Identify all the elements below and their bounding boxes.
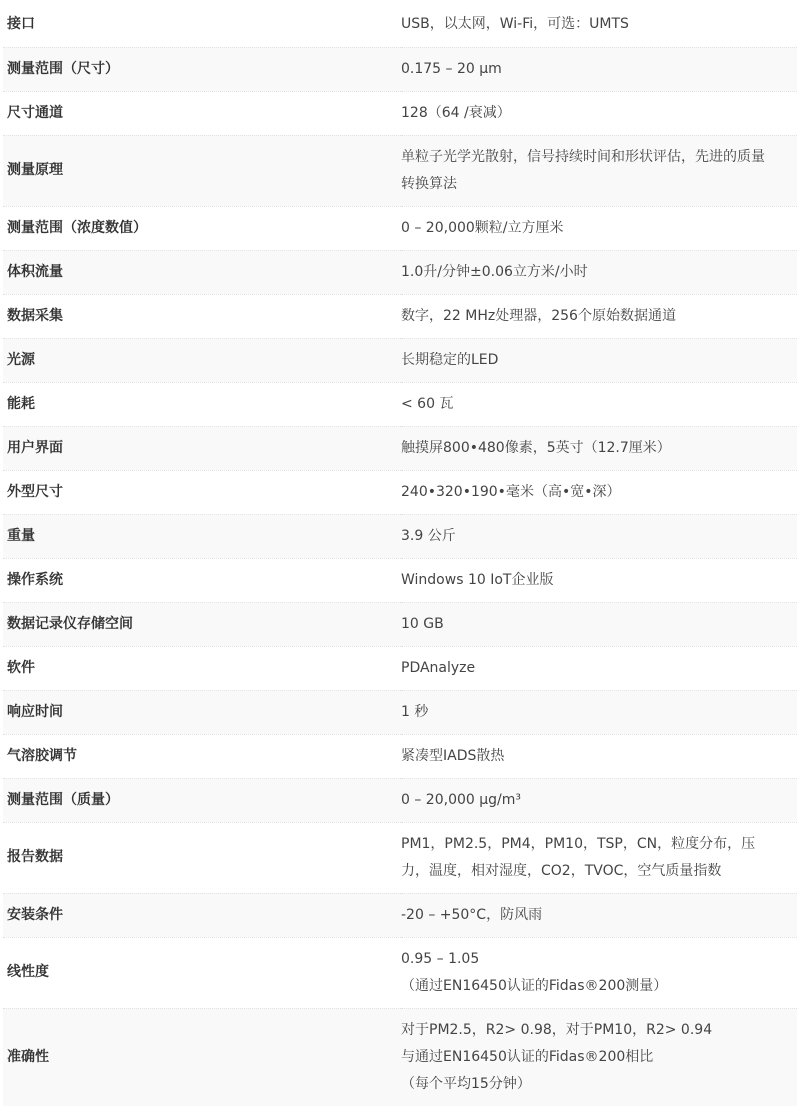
spec-value bbox=[401, 338, 797, 382]
spec-value-line: 0 – 20,000颗粒/立方厘米 bbox=[401, 219, 564, 236]
spec-value-line: 1.0升/分钟±0.06立方米/小时 bbox=[401, 263, 588, 280]
spec-label: 操作系统 bbox=[3, 558, 401, 602]
spec-value bbox=[401, 135, 797, 206]
spec-value bbox=[401, 426, 797, 470]
spec-label: 准确性 bbox=[3, 1008, 401, 1106]
spec-value bbox=[401, 1008, 797, 1106]
spec-value-line: 128（64 /衰减） bbox=[401, 104, 511, 121]
spec-value-line: （通过EN16450认证的Fidas®200测量） bbox=[401, 977, 668, 994]
spec-label: 光源 bbox=[3, 338, 401, 382]
spec-value bbox=[401, 206, 797, 250]
spec-row bbox=[3, 778, 797, 822]
spec-row bbox=[3, 646, 797, 690]
spec-value bbox=[401, 646, 797, 690]
spec-value bbox=[401, 893, 797, 937]
spec-row bbox=[3, 558, 797, 602]
spec-label: 外型尺寸 bbox=[3, 470, 401, 514]
spec-value-line: PDAnalyze bbox=[401, 659, 476, 676]
spec-label: 数据采集 bbox=[3, 294, 401, 338]
spec-value-line: 0 – 20,000 μg/m³ bbox=[401, 791, 522, 808]
spec-row bbox=[3, 893, 797, 937]
spec-row bbox=[3, 426, 797, 470]
spec-value-line: 转换算法 bbox=[401, 175, 457, 192]
spec-label: 体积流量 bbox=[3, 250, 401, 294]
spec-label: 线性度 bbox=[3, 937, 401, 1008]
spec-value-line: 长期稳定的LED bbox=[401, 351, 499, 368]
spec-value-line: 数字，22 MHz处理器，256个原始数据通道 bbox=[401, 307, 676, 324]
spec-value-line: 3.9 公斤 bbox=[401, 527, 456, 544]
spec-row bbox=[3, 514, 797, 558]
spec-label: 测量原理 bbox=[3, 135, 401, 206]
spec-row bbox=[3, 206, 797, 250]
spec-row bbox=[3, 690, 797, 734]
spec-label: 数据记录仪存储空间 bbox=[3, 602, 401, 646]
spec-value bbox=[401, 250, 797, 294]
spec-value-line: Windows 10 IoT企业版 bbox=[401, 571, 554, 588]
spec-value-line: PM1，PM2.5，PM4，PM10，TSP，CN，粒度分布，压 bbox=[401, 835, 756, 852]
spec-label: 报告数据 bbox=[3, 822, 401, 893]
spec-row bbox=[3, 822, 797, 893]
spec-value bbox=[401, 294, 797, 338]
spec-value bbox=[401, 602, 797, 646]
spec-label: 响应时间 bbox=[3, 690, 401, 734]
spec-value bbox=[401, 937, 797, 1008]
spec-value bbox=[401, 382, 797, 426]
spec-value bbox=[401, 734, 797, 778]
spec-row bbox=[3, 382, 797, 426]
spec-label: 测量范围（尺寸） bbox=[3, 47, 401, 91]
spec-value bbox=[401, 470, 797, 514]
spec-value bbox=[401, 91, 797, 135]
spec-row bbox=[3, 47, 797, 91]
spec-value bbox=[401, 558, 797, 602]
spec-value bbox=[401, 822, 797, 893]
spec-row bbox=[3, 250, 797, 294]
spec-value-line: 0.175 – 20 μm bbox=[401, 60, 502, 77]
spec-value-line: -20 – +50°C，防风雨 bbox=[401, 906, 543, 923]
spec-value-line: 力，温度，相对湿度，CO2，TVOC，空气质量指数 bbox=[401, 862, 722, 879]
spec-value-line: （每个平均15分钟） bbox=[401, 1075, 531, 1092]
spec-row bbox=[3, 135, 797, 206]
spec-row bbox=[3, 734, 797, 778]
spec-label: 测量范围（质量） bbox=[3, 778, 401, 822]
spec-value-line: USB，以太网，Wi-Fi，可选：UMTS bbox=[401, 16, 629, 33]
spec-table-body bbox=[3, 3, 797, 1106]
spec-value-line: 紧凑型IADS散热 bbox=[401, 747, 505, 764]
spec-label: 接口 bbox=[7, 16, 35, 33]
spec-value-line: 1 秒 bbox=[401, 703, 429, 720]
spec-label: 软件 bbox=[3, 646, 401, 690]
spec-value bbox=[401, 3, 797, 47]
spec-row bbox=[3, 294, 797, 338]
spec-table bbox=[3, 3, 797, 1106]
spec-row bbox=[3, 91, 797, 135]
spec-value bbox=[401, 514, 797, 558]
spec-row bbox=[3, 3, 797, 47]
spec-label: 重量 bbox=[3, 514, 401, 558]
spec-value bbox=[401, 690, 797, 734]
spec-value-line: 触摸屏800•480像素，5英寸（12.7厘米） bbox=[401, 439, 671, 456]
spec-label: 测量范围（浓度数值） bbox=[3, 206, 401, 250]
spec-label: 气溶胶调节 bbox=[3, 734, 401, 778]
spec-row bbox=[3, 1008, 797, 1106]
spec-value bbox=[401, 778, 797, 822]
spec-row bbox=[3, 602, 797, 646]
spec-row bbox=[3, 937, 797, 1008]
spec-value-line: 与通过EN16450认证的Fidas®200相比 bbox=[401, 1048, 654, 1065]
spec-value-line: < 60 瓦 bbox=[401, 395, 454, 412]
spec-label: 尺寸通道 bbox=[3, 91, 401, 135]
spec-label: 能耗 bbox=[3, 382, 401, 426]
spec-value-line: 0.95 – 1.05 bbox=[401, 950, 480, 967]
spec-label: 安装条件 bbox=[3, 893, 401, 937]
spec-row bbox=[3, 470, 797, 514]
spec-value-line: 单粒子光学光散射，信号持续时间和形状评估，先进的质量 bbox=[401, 148, 765, 165]
spec-label: 用户界面 bbox=[3, 426, 401, 470]
spec-value-line: 对于PM2.5，R2> 0.98，对于PM10，R2> 0.94 bbox=[401, 1021, 713, 1038]
spec-value-line: 240•320•190•毫米（高•宽•深） bbox=[401, 483, 621, 500]
spec-value bbox=[401, 47, 797, 91]
spec-value-line: 10 GB bbox=[401, 615, 444, 632]
spec-row bbox=[3, 338, 797, 382]
